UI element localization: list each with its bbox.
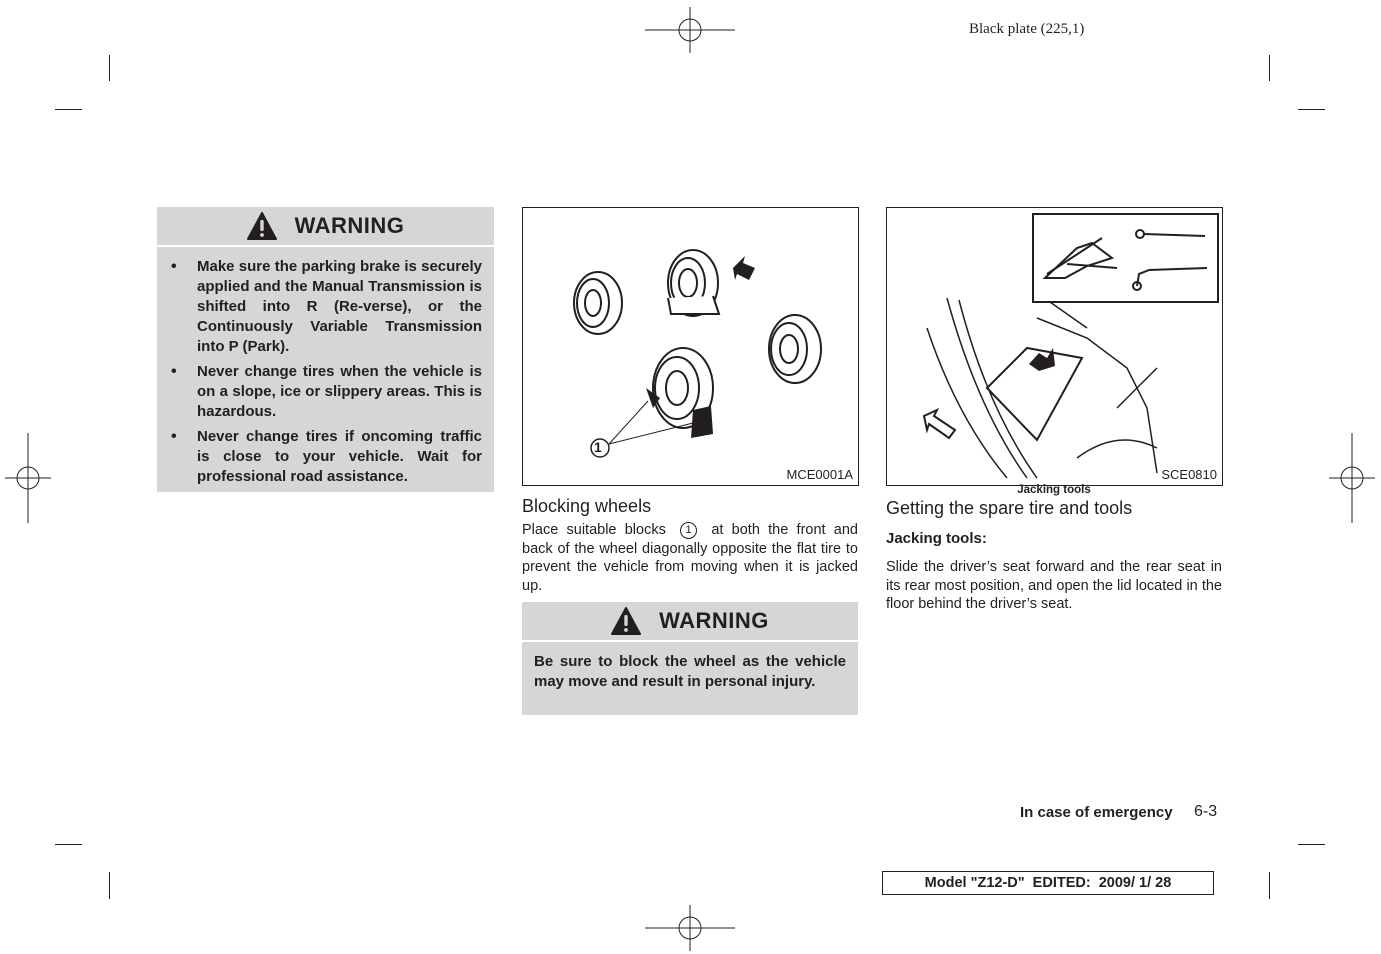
left-warning-item: • Never change tires if oncoming traffic is close to your vehicle. Wait for professional road assistance.: [169, 427, 482, 487]
left-warning-list: [169, 257, 482, 492]
jacking-tools-figure: [886, 207, 1223, 486]
wheels-illustration: [523, 208, 858, 485]
left-warning-title: WARNING: [294, 213, 405, 238]
figure-caption: Jacking tools: [1017, 484, 1091, 496]
middle-warning-header: [522, 602, 858, 642]
warning-triangle-icon: [247, 212, 277, 240]
left-warning-box: [157, 207, 494, 492]
middle-warning-title: WARNING: [659, 608, 769, 633]
callout-marker: 1: [680, 522, 697, 539]
middle-warning-box: [522, 602, 858, 715]
registration-mark-right: [1329, 433, 1375, 523]
footer-section-title: In case of emergency: [1020, 804, 1173, 821]
registration-mark-top: [645, 7, 735, 53]
warning-triangle-icon: [611, 607, 641, 635]
spare-tire-text: Slide the driver’s seat forward and the rear seat in its rear most position, and open the lid located in the floor behind the driver’s seat.: [886, 559, 1222, 612]
left-warning-header: [157, 207, 494, 247]
middle-warning-body: Be sure to block the wheel as the vehicle may move and result in personal injury.: [534, 653, 846, 690]
figure-code: SCE0810: [1161, 467, 1217, 482]
left-warning-item: • Make sure the parking brake is securely applied and the Manual Transmission is shifted into R (Re-verse), or the Continuously Variable Transmission into P (Park).: [169, 257, 482, 357]
blocking-wheels-text: Place suitable blocks 1 at both the front and back of the wheel diagonally opposite the flat tire to prevent the vehicle from moving when it is jacked up.: [522, 522, 858, 594]
blocking-wheels-heading: Blocking wheels: [522, 496, 652, 516]
jacking-tools-illustration: [887, 208, 1222, 485]
model-line: Model "Z12-D" EDITED: 2009/ 1/ 28: [924, 875, 1172, 891]
figure-code: MCE0001A: [786, 467, 853, 482]
spare-tire-heading: Getting the spare tire and tools: [886, 498, 1133, 518]
footer-page-number: 6-3: [1194, 803, 1218, 820]
registration-mark-bottom: [645, 905, 735, 951]
model-edit-box: [882, 871, 1214, 895]
left-warning-item: • Never change tires when the vehicle is on a slope, ice or slippery areas. This is hazardous.: [169, 362, 482, 422]
registration-mark-left: [5, 433, 51, 523]
blocking-wheels-figure: [522, 207, 859, 486]
plate-label: Black plate (225,1): [969, 21, 1085, 37]
figure-callout-number: 1: [594, 439, 602, 455]
jacking-tools-subheading: Jacking tools:: [886, 530, 987, 547]
